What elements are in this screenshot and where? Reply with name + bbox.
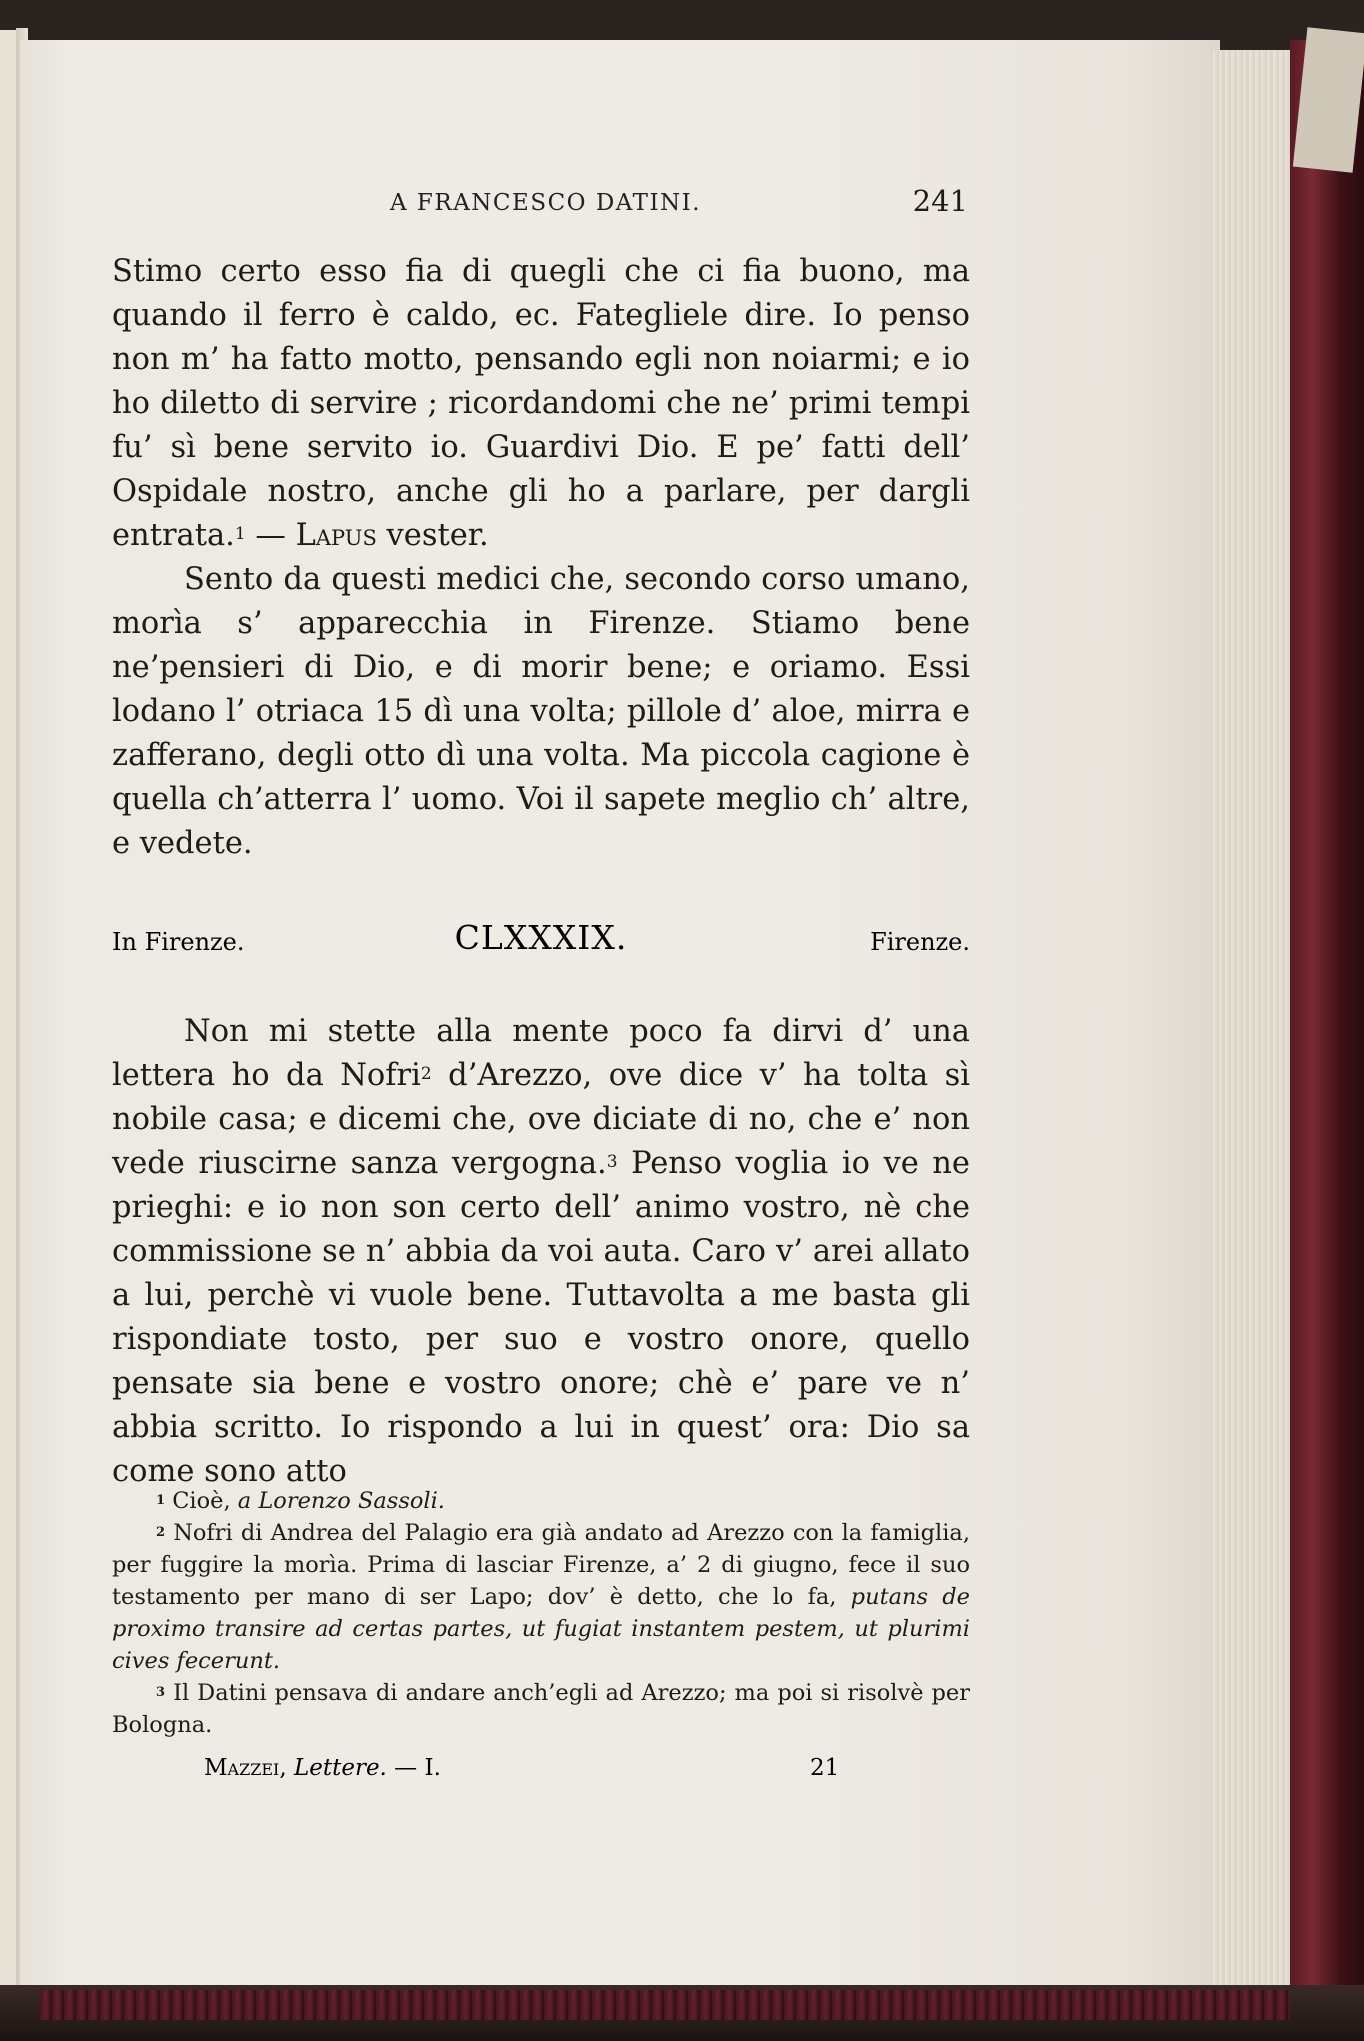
paragraph-2: Sento da questi medici che, secondo corso umano, morìa s’ apparecchia in Firenze. Stiamo bene ne’pensieri di Dio, e di morir bene; e oriamo. Essi lodano l’ otriaca 15 dì una volta; pillole d’ aloe, mirra e zafferano, degli otto dì una volta. Ma piccola cagione è quella ch’atterra l’ uomo. Voi il sapete meglio ch’ altre, e vedete. — [112, 562, 970, 861]
dash: — — [245, 518, 296, 553]
footnote-mark: 3 — [156, 1685, 166, 1700]
text-block-top — [112, 250, 970, 866]
facing-page-edge — [0, 30, 17, 2010]
footnote-italic: a Lorenzo Sassoli. — [237, 1488, 445, 1514]
footnote-text: Cioè, — [172, 1488, 238, 1514]
footnotes — [112, 1485, 970, 1741]
footnote-text: Nofri di Andrea del Palagio era già andato ad Arezzo con la famiglia, per fuggire la morìa. Prima di lasciar Firenze, a’ 2 di giugno, fece il suo testamento per mano di ser Lapo; dov’ è detto, che lo fa, — [112, 1520, 970, 1610]
note-ref-1: 1 — [234, 524, 246, 544]
footnote-mark: 1 — [156, 1493, 166, 1508]
letter-number: CLXXXIX. — [454, 918, 628, 957]
sheet-number: 21 — [810, 1755, 840, 1781]
paragraph-3 — [112, 1010, 970, 1494]
running-head-title: A FRANCESCO DATINI. — [390, 190, 702, 216]
footnote-2 — [112, 1517, 970, 1677]
text-block-bottom — [112, 1010, 970, 1494]
page-edges — [1210, 50, 1300, 1990]
book-cover — [1290, 40, 1364, 2020]
vester: vester. — [376, 518, 489, 553]
footnote-1 — [112, 1485, 970, 1517]
signature-sep: , — [279, 1755, 294, 1781]
footnote-text: Il Datini pensava di andare anch’egli ad Arezzo; ma poi si risolvè per Bologna. — [112, 1680, 970, 1738]
footnote-italic: putans de proximo transire ad certas partes, ut fugiat instantem pestem, ut plurimi cives fecerunt. — [112, 1584, 970, 1674]
paragraph-3-part-c: Penso voglia io ve ne prieghi: e io non son certo dell’ animo vostro, nè che commissione se n’ abbia da voi auta. Caro v’ arei allato a lui, perchè vi vuole bene. Tuttavolta a me basta gli rispondiate tosto, per suo e vostro onore, quello pensate sia bene e vostro onore; chè e’ pare ve n’ abbia scritto. Io rispondo a lui in quest’ ora: Dio sa come sono atto — [112, 1146, 970, 1489]
signature-author: Mazzei — [204, 1755, 280, 1781]
letter-origin: In Firenze. — [112, 928, 245, 956]
running-head — [112, 184, 970, 230]
signature-title: Lettere. — [293, 1755, 387, 1781]
paragraph-3-part-a: Non mi stette alla mente poco fa dirvi d’ una lettera ho da Nofri — [112, 1014, 970, 1093]
letter-destination: Firenze. — [870, 928, 970, 956]
binding-cloth — [40, 1990, 1290, 2020]
signature-label — [204, 1755, 441, 1781]
paragraph-1-text: Stimo certo esso fia di quegli che ci fia buono, ma quando il ferro è caldo, ec. Fategliele dire. Io penso non m’ ha fatto motto, pensando egli non noiarmi; e io ho diletto di servire ; ricordandomi che ne’ primi tempi fu’ sì bene servito io. Guardivi Dio. E pe’ fatti dell’ Ospidale nostro, anche gli ho a parlare, per dargli entrata. — [112, 254, 970, 553]
footnote-3 — [112, 1677, 970, 1741]
signature-volume: — I. — [386, 1755, 441, 1781]
paragraph-1 — [112, 250, 970, 558]
note-ref-2: 2 — [420, 1064, 432, 1084]
paragraph-3-part-b: d’Arezzo, ove dice v’ ha tolta sì nobile casa; e dicemi che, ove diciate di no, che e’ non vede riuscirne sanza vergogna. — [112, 1058, 970, 1181]
sheet-signature — [112, 1755, 970, 1791]
signature-lapus: Lapus — [295, 518, 377, 553]
page-number: 241 — [912, 184, 968, 218]
letter-heading — [112, 918, 970, 968]
note-ref-3: 3 — [606, 1152, 618, 1172]
footnote-mark: 2 — [156, 1525, 166, 1540]
